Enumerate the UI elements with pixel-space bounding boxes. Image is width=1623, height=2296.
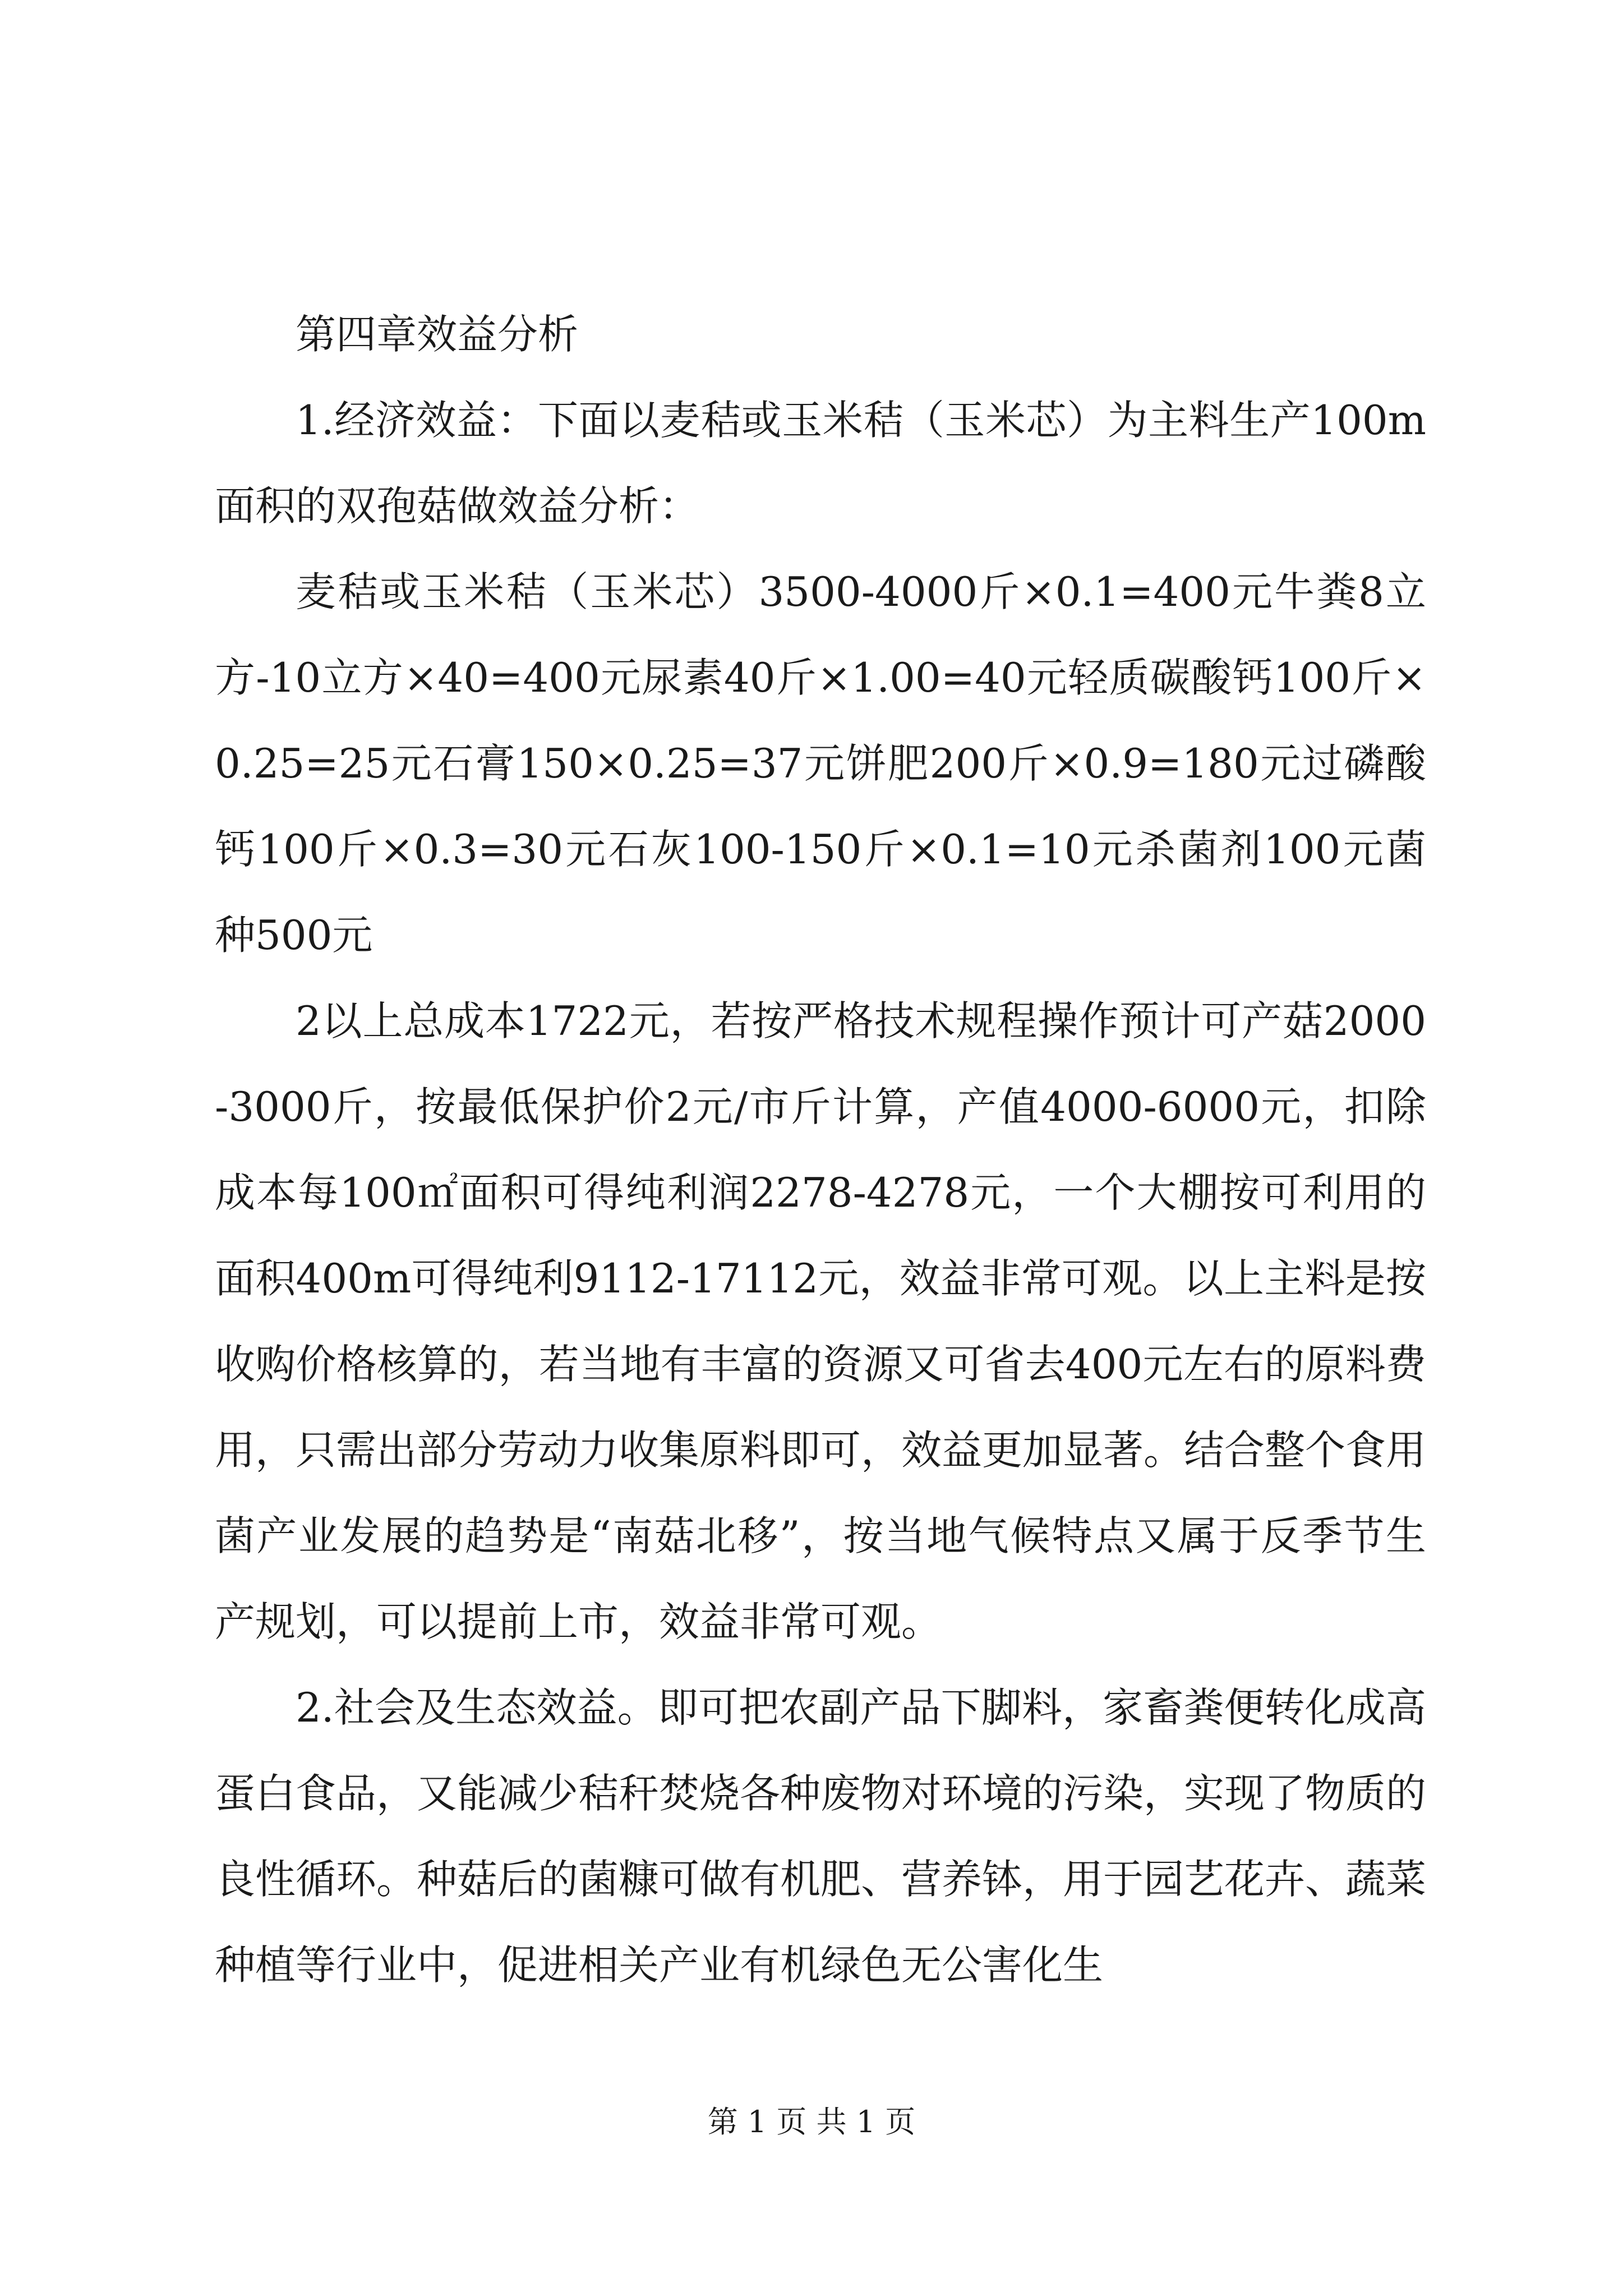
document-body (215, 292, 1426, 2008)
paragraph-social-ecological-benefit: 2.社会及生态效益。即可把农副产品下脚料，家畜粪便转化成高蛋白食品，又能减少秸秆焚烧各种废物对环境的污染，实现了物质的良性循环。种菇后的菌糠可做有机肥、营养钵，用于园艺花卉、蔬菜种植等行业中，促进相关产业有机绿色无公害化生 (215, 1684, 1427, 1989)
paragraph-economic-benefit-intro: 1.经济效益：下面以麦秸或玉米秸（玉米芯）为主料生产100m面积的双孢菇做效益分析： (215, 397, 1426, 530)
paragraph-total-cost-profit: 2以上总成本1722元，若按严格技术规程操作预计可产菇2000-3000斤，按最低保护价2元/市斤计算，产值4000-6000元，扣除成本每100㎡面积可得纯利润2278-4278元，一个大棚按可利用的面积400m可得纯利9112-17112元，效益非常可观。以上主料是按收购价格核算的，若当地有丰富的资源又可省去400元左右的原料费用，只需出部分劳动力收集原料即可，效益更加显著。结合整个食用菌产业发展的趋势是“南菇北移”，按当地气候特点又属于反季节生产规划，可以提前上市，效益非常可观。 (215, 997, 1427, 1645)
chapter-heading: 第四章效益分析 (296, 311, 579, 358)
page-footer: 第 1 页 共 1 页 (707, 2104, 916, 2139)
paragraph-cost-list: 麦秸或玉米秸（玉米芯）3500-4000斤×0.1=400元牛粪8立方-10立方×40=400元尿素40斤×1.00=40元轻质碳酸钙100斤×0.25=25元石膏150×0.25=37元饼肥200斤×0.9=180元过磷酸钙100斤×0.3=30元石灰100-150斤×0.1=10元杀菌剂100元菌种500元 (215, 568, 1426, 959)
